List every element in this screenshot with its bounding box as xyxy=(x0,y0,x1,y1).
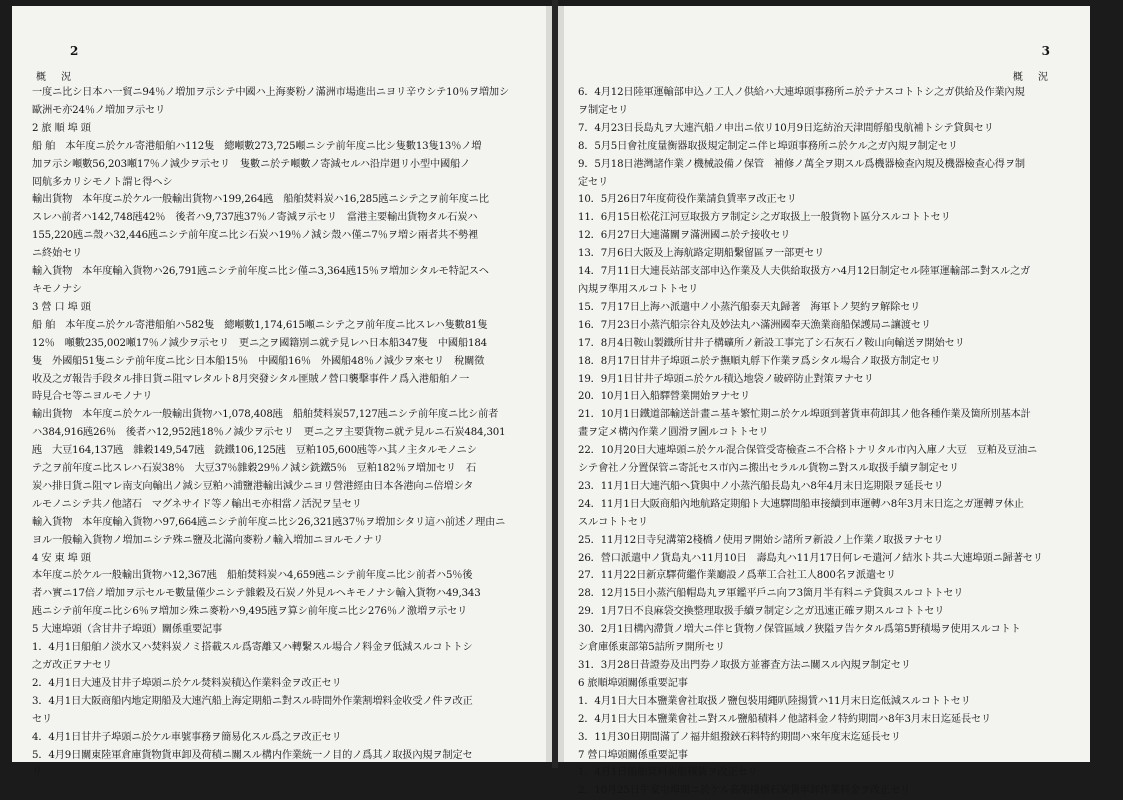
page-number: 3 xyxy=(1041,44,1050,58)
running-head: 概 況 xyxy=(1012,72,1054,83)
left-page xyxy=(12,6,552,779)
right-page xyxy=(558,6,1090,797)
page-body-text: 一度ニ比シ日本ハ一貿ニ94％ノ増加ヲ示シテ中國ハ上海麥粉ノ滿洲市場進出ニヨリ辛ウシテ10％ヲ増加シ 歐洲モ亦24％ノ増加ヲ示セリ 2 旅 順 埠 頭 船 舶 本年度ニ於ケル寄港船舶ハ112隻 總噸數273,725噸ニシテ前年度ニ比シ隻數13隻13％ノ増 加ヲ示シ噸數56,203噸17％ノ減少ヲ示セリ 隻數ニ於テ噸數ノ寄減セルハ沿岸廻リ小型中國船ノ 囘航多カリシモノト謂ヒ得ヘシ 輸出貨物 本年度ニ於ケル一般輸出貨物ハ199,264瓲 船舶焚料炭ハ16,285瓲ニシテ之ヲ前年度ニ比 スレハ前者ハ142,748瓲42％ 後者ハ9,737瓲37％ノ寄減ヲ示セリ 當港主要輸出貨物タル石炭ハ 155,220瓲ニ殼ハ32,446瓲ニシテ前年度ニ比シ石炭ハ19％ノ減シ殼ハ僅ニ7％ヲ増シ兩者共不勢裡 ニ終始セリ 輸入貨物 本年度輸入貨物ハ26,791瓲ニシテ前年度ニ比シ僅ニ3,364瓲15％ヲ増加シタルモ特記スヘ キモノナシ 3 營 口 埠 頭 船 舶 本年度ニ於ケル寄港船舶ハ582隻 總噸數1,174,615噸ニシテ之ヲ前年度ニ比スレハ隻數81隻 12％ 噸數235,002噸17％ノ減少ヲ示セリ 更ニ之ヲ國籍別ニ就テ見レハ日本船347隻 中國船184 隻 外國船51隻ニシテ前年度ニ比シ日本船15％ 中國船16％ 外國船48％ノ減少ヲ來セリ 稅關徵 收及之ガ報告手段タル排日貨ニ阻マレタルト8月突發シタル匪賊ノ營口襲擊事件ノ爲入港船舶ノ一 時見合セ等ニヨルモノナリ 輸出貨物 本年度ニ於ケル一般輸出貨物ハ1,078,408瓲 船舶焚料炭57,127瓲ニシテ前年度ニ比シ前者 ハ384,916瓲26％ 後者ハ12,952瓲18％ノ減少ヲ示セリ 更ニ之ヲ主要貨物ニ就テ見ルニ石炭484,301 瓲 大豆164,137瓲 雜穀149,547瓲 銑鐵106,125瓲 豆粕105,600瓲等ハ其ノ主タルモノニシ テ之ヲ前年度ニ比スレハ石炭38％ 大豆37％雜穀29％ノ減シ銑鐵5％ 豆粕182％ヲ増加セリ 石 炭ハ排日貨ニ阻マレ南支向輸出ノ減シ豆粕ハ浦鹽港輸出減少ニヨリ營港經由日本各港向ニ倍増シタ ルモノニシテ共ノ他諸石 マグネサイド等ノ輸出モ亦相當ノ活況ヲ呈セリ 輸入貨物 本年度輸入貨物ハ97,664瓲ニシテ前年度ニ比シ26,321瓲37％ヲ増加シタリ這ハ前述ノ理由ニ ヨル一般輸入貨物ノ増加ニシテ殊ニ鹽及北滿向麥粉ノ輸入増加ニヨルモノナリ 4 安 東 埠 頭 本年度ニ於ケル一般輸出貨物ハ12,367瓲 船舶焚料炭ハ4,659瓲ニシテ前年度ニ比シ前者ハ5％後 者ハ實ニ17倍ノ増加ヲ示セルモ數量僅少ニシテ雜穀及石炭ノ外見ルヘキモノナシ輸入貨物ハ49,343 瓲ニシテ前年度ニ比シ6％ヲ増加シ殊ニ麥粉ハ9,495瓲ヲ算シ前年度ニ比シ276％ノ激増ヲ示セリ 5 大連埠頭（含甘井子埠頭）關係重要記事 1．4月1日船舶ノ淡水又ハ焚料炭ノミ搭載スル爲寄離又ハ轉繫スル場合ノ料金ヲ低減スルコトトシ 之ガ改正ヲナセリ 2．4月1日大連及甘井子埠頭ニ於ケル焚料炭積込作業料金ヲ改正セリ 3．4月1日大阪商船内地定期船及大連汽船上海定期船ニ對スル時間外作業割増料金收受ノ件ヲ改正 セリ 4．4月1日甘井子埠頭ニ於ケル車號事務ヲ簡易化スル爲之ヲ改正セリ 5．4月9日關東陸軍倉庫貨物貨車卸及荷積ニ關スル構内作業統一ノ目的ノ爲其ノ取扱內規ヲ制定セ リ xyxy=(32,87,510,779)
page-edge xyxy=(558,6,564,762)
running-head: 概 況 xyxy=(36,72,78,83)
page-body-text: 6．4月12日陸軍運輸部申込ノ工人ノ供給ハ大連埠頭事務所ニ於テナスコトトシ之ガ供給及作業內規 ヲ制定セリ 7．4月23日長島丸ヲ大連汽船ノ申出ニ依リ10月9日迄紡治天津間艀船曳航補トシテ貸與セリ 8．5月5日會社度量衡器取扱規定制定ニ伴ヒ埠頭事務所ニ於ケル之ガ內規ヲ制定セリ 9．5月18日港灣諸作業ノ機械設備ノ保管 補修ノ萬全ヲ期スル爲機器檢查內規及機器檢查心得ヲ制 定セリ 10．5月26日7年度荷役作業請負賃率ヲ改正セリ 11．6月15日松花江河豆取扱方ヲ制定シ之ガ取扱上一般貨物ト區分スルコトトセリ 12．6月27日大連滿關ヲ滿洲國ニ於テ接收セリ 13．7月6日大阪及上海航路定期船繫留區ヲ一部更セリ 14．7月11日大連長站部支部申込作業及人夫供給取扱方ハ4月12日制定セル陸軍運輸部ニ對スル之ガ 內規ヲ準用スルコトトセリ 15．7月17日上海ハ派遣中ノ小蒸汽船泰天丸歸著 海軍トノ契約ヲ解除セリ 16．7月23日小蒸汽船宗谷丸及妙法丸ハ滿洲國奉天漁業商船保護局ニ讓渡セリ 17．8月4日鞍山製鐵所甘井子構礦所ノ新設工事完了シ石灰石ノ鞍山向輸送ヲ開始セリ 18．8月17日甘井子埠頭ニ於テ撫順丸艀下作業ヲ爲シタル場合ノ取扱方制定セリ 19．9月1日甘井子埠頭ニ於ケル積込地袋ノ破碎防止對策ヲナセリ 20．10月1日入船驛營業開始ヲナセリ 21．10月1日鐵道部輸送計畫ニ基キ繁忙期ニ於ケル埠頭到著貨車荷卸其ノ他各種作業及箇所別基本計 畫ヲ定メ構內作業ノ圓滑ヲ圖ルコトトセリ 22．10月20日大連埠頭ニ於ケル混合保管受寄檢查ニ不合格トナリタル市內入庫ノ大豆 豆粕及豆油ニ シテ會社ノ分置保管ニ寄託セス市內ニ搬出セラルル貨物ニ對スル取扱手續ヲ制定セリ 23．11月1日大連汽船ヘ貸與中ノ小蒸汽船長島丸ハ8年4月末日迄期限ヲ延長セリ 24．11月1日大阪商船內地航路定期船ト大連驛間船車接續到車運轉ハ8年3月末日迄之ガ運轉ヲ休止 スルコトトセリ 25．11月12日寺兒溝第2棧橋ノ使用ヲ開始シ諸所ヲ新設ノ上作業ノ取扱ヲナセリ 26．營口派遣中ノ貨島丸ハ11月10日 壽島丸ハ11月17日何レモ遣河ノ結氷ト共ニ大連埠頭ニ歸著セリ 27．11月22日新京驛荷繼作業廳設ノ爲華工合社工人800名ヲ派遣セリ 28．12月15日小蒸汽船帽島丸ヲ軍鑑平戶ニ向フ3箇月半有料ニテ貸與スルコトトセリ 29．1月7日不良麻袋交換整理取扱手續ヲ制定シ之ガ迅速正確ヲ期スルコトトセリ 30．2月1日構內滯貨ノ増大ニ伴ヒ貨物ノ保管區域ノ狹隘ヲ告ケタル爲第5野積場ヲ使用スルコトト シ倉庫係東部第5詰所ヲ開所セリ 31．3月28日昔證券及出門券ノ取扱方並審査方法ニ關スル內規ヲ制定セリ 6 旅順埠頭關係重要記事 1．4月1日大日本鹽業會社取扱ノ鹽包裝用繩叭陸揚賃ハ11月末日迄低減スルコトトセリ 2．4月1日大日本鹽業會社ニ對スル鹽船積料ノ他諸料金ノ特約期間ハ8年3月末日迄延長セリ 3．11月30日期間滿了ノ福井組撥鋏石料特約期間ハ來年度末迄延長セリ 7 營口埠頭關係重要記事 1．4月1日船舶焚料炭船積賃ヲ改正セリ 2．10月25日牛家屯埠頭ニ於ケル高架棧橋石炭貨車卸作業料金ヲ改正セリ xyxy=(578,87,1043,797)
page-number: 2 xyxy=(70,44,79,58)
